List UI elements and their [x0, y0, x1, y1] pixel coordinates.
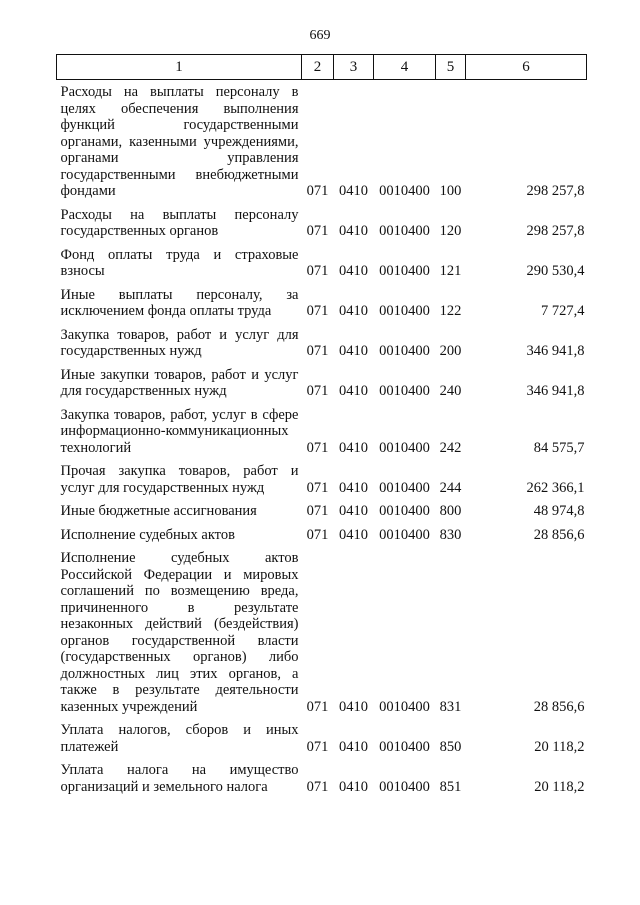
target-article-code: 0010400 [379, 479, 430, 496]
target-article-code: 0010400 [379, 263, 430, 279]
section-code: 0410 [339, 479, 368, 496]
section-code: 0410 [339, 778, 368, 795]
expense-type-code: 240 [439, 383, 462, 399]
expense-name: Иные бюджетные ассигнования [60, 503, 257, 519]
section-code: 0410 [339, 503, 368, 519]
amount: 84 575,7 [533, 439, 585, 456]
target-article-code: 0010400 [379, 698, 430, 715]
expense-name: Расходы на выплаты персоналу в целях обеспечения выполнения функций государственными органами, казенными учреждениями, органами управления государственными внебюджетными фондами [60, 84, 299, 199]
amount: 28 856,6 [533, 698, 585, 715]
target-article-code: 0010400 [379, 343, 430, 359]
table-body [57, 80, 587, 796]
ministry-code: 071 [306, 383, 329, 399]
table-row [57, 200, 587, 240]
amount: 20 118,2 [534, 738, 585, 755]
table-row [57, 240, 587, 280]
ministry-code: 071 [306, 698, 329, 715]
target-article-code: 0010400 [379, 223, 430, 239]
table-row [57, 280, 587, 320]
expense-name: Исполнение судебных актов Российской Федерации и мировых соглашений по возмещению вреда, причиненного в результате незаконных действий (бездействия) органов государственной власти (государственных органов) либо должностных лиц этих органов, а также в результате деятельности казенных учреждений [60, 550, 299, 715]
expense-name: Исполнение судебных актов [60, 526, 235, 543]
amount: 346 941,8 [526, 343, 585, 359]
ministry-code: 071 [306, 439, 329, 456]
amount: 7 727,4 [541, 303, 585, 319]
expense-name: Расходы на выплаты персоналу государственных органов [60, 206, 299, 239]
section-code: 0410 [339, 526, 368, 543]
column-header: 3 [334, 55, 374, 80]
section-code: 0410 [339, 263, 368, 279]
table-row [57, 400, 587, 457]
budget-table [56, 54, 587, 795]
expense-type-code: 121 [439, 263, 462, 279]
expense-name: Закупка товаров, работ и услуг для государственных нужд [60, 326, 299, 359]
target-article-code: 0010400 [379, 383, 430, 399]
column-header: 1 [57, 55, 302, 80]
expense-type-code: 242 [439, 439, 462, 456]
target-article-code: 0010400 [379, 303, 430, 319]
section-code: 0410 [339, 439, 368, 456]
table-row [57, 496, 587, 520]
ministry-code: 071 [306, 738, 329, 755]
ministry-code: 071 [306, 183, 329, 199]
expense-type-code: 120 [439, 223, 462, 239]
expense-type-code: 100 [439, 183, 462, 199]
target-article-code: 0010400 [379, 778, 430, 795]
section-code: 0410 [339, 698, 368, 715]
expense-type-code: 800 [439, 503, 462, 519]
section-code: 0410 [339, 383, 368, 399]
ministry-code: 071 [306, 343, 329, 359]
expense-name: Уплата налога на имущество организаций и земельного налога [60, 762, 299, 795]
section-code: 0410 [339, 223, 368, 239]
amount: 346 941,8 [526, 383, 585, 399]
ministry-code: 071 [306, 479, 329, 496]
target-article-code: 0010400 [379, 503, 430, 519]
amount: 262 366,1 [526, 479, 585, 496]
target-article-code: 0010400 [379, 526, 430, 543]
ministry-code: 071 [306, 778, 329, 795]
table-row [57, 360, 587, 400]
amount: 48 974,8 [533, 503, 585, 519]
table-row [57, 543, 587, 715]
expense-type-code: 830 [439, 526, 462, 543]
table-row [57, 320, 587, 360]
ministry-code: 071 [306, 303, 329, 319]
expense-name: Иные закупки товаров, работ и услуг для государственных нужд [60, 366, 299, 399]
page-number: 669 [309, 28, 331, 43]
table-header-row [57, 55, 587, 80]
column-header: 4 [374, 55, 436, 80]
section-code: 0410 [339, 303, 368, 319]
column-header: 2 [302, 55, 334, 80]
table-row [57, 80, 587, 200]
ministry-code: 071 [306, 223, 329, 239]
ministry-code: 071 [306, 503, 329, 519]
column-header: 5 [436, 55, 466, 80]
expense-type-code: 850 [439, 738, 462, 755]
target-article-code: 0010400 [379, 738, 430, 755]
table-row [57, 715, 587, 755]
target-article-code: 0010400 [379, 183, 430, 199]
expense-type-code: 244 [439, 479, 462, 496]
table-row [57, 520, 587, 544]
expense-name: Фонд оплаты труда и страховые взносы [60, 246, 299, 279]
section-code: 0410 [339, 183, 368, 199]
section-code: 0410 [339, 343, 368, 359]
table-row [57, 456, 587, 496]
expense-name: Уплата налогов, сборов и иных платежей [60, 722, 299, 755]
ministry-code: 071 [306, 263, 329, 279]
expense-type-code: 200 [439, 343, 462, 359]
expense-type-code: 851 [439, 778, 462, 795]
table-row [57, 755, 587, 795]
expense-name: Иные выплаты персоналу, за исключением фонда оплаты труда [60, 286, 299, 319]
expense-type-code: 122 [439, 303, 462, 319]
target-article-code: 0010400 [379, 439, 430, 456]
column-header: 6 [466, 55, 587, 80]
amount: 298 257,8 [526, 223, 585, 239]
expense-name: Прочая закупка товаров, работ и услуг для государственных нужд [60, 463, 299, 496]
amount: 20 118,2 [534, 778, 585, 795]
section-code: 0410 [339, 738, 368, 755]
expense-name: Закупка товаров, работ, услуг в сфере информационно-коммуникационных технологий [60, 406, 299, 456]
amount: 290 530,4 [526, 263, 585, 279]
ministry-code: 071 [306, 526, 329, 543]
amount: 28 856,6 [533, 526, 585, 543]
amount: 298 257,8 [526, 183, 585, 199]
expense-type-code: 831 [439, 698, 462, 715]
